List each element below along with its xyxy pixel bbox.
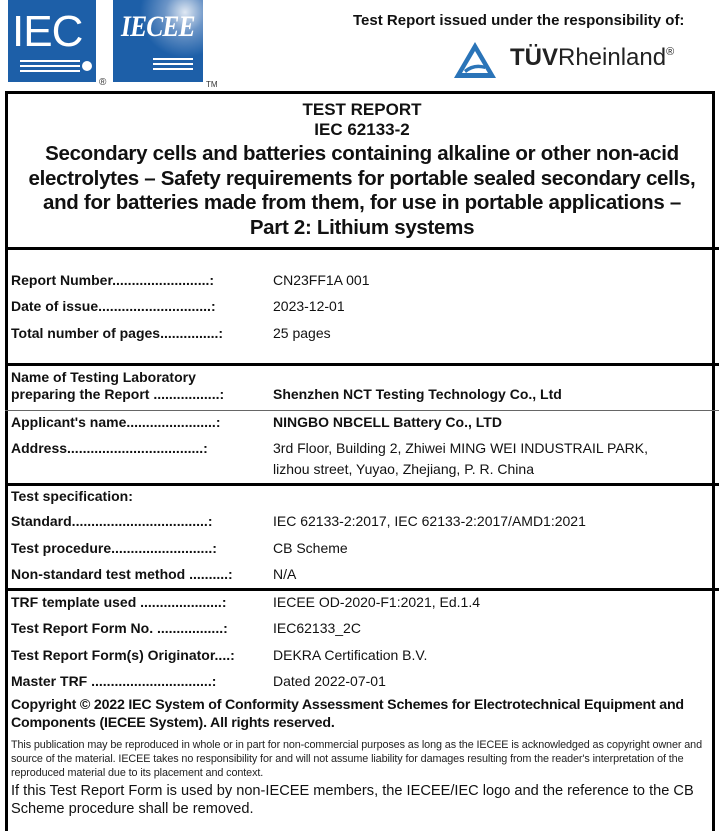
field-label: Address...................................: xyxy=(11,440,208,456)
field-label: Standard...................................: xyxy=(11,513,213,529)
iecee-logo xyxy=(113,0,203,82)
test-procedure-value: CB Scheme xyxy=(273,540,348,556)
divider xyxy=(5,588,719,591)
trf-originator-value: DEKRA Certification B.V. xyxy=(273,647,428,663)
field-label: Total number of pages...............: xyxy=(11,325,224,341)
field-label: Report Number.........................: xyxy=(11,272,215,288)
iec-logo-lines-icon xyxy=(20,60,80,75)
laboratory-value: Shenzhen NCT Testing Technology Co., Ltd xyxy=(273,386,562,402)
document-header xyxy=(0,0,721,92)
address-line1: 3rd Floor, Building 2, Zhiwei MING WEI INDUSTRAIL PARK, xyxy=(273,440,648,456)
tuv-rheinland-wordmark: TÜVRheinland® xyxy=(510,44,675,71)
divider xyxy=(5,410,719,411)
copyright-disclaimer: This publication may be reproduced in whole or in part for non-commercial purposes as long as the IECEE is acknowledged as copyright owner and source of the material. IECEE takes no responsibility for and will not assume liability for damages resulting from the reader's interpretation of the reproduced material due to its placement and context. xyxy=(11,739,702,779)
iec-logo-dot-icon xyxy=(82,61,92,71)
standard-title: Secondary cells and batteries containing alkaline or other non-acid electrolytes – Safety requirements for portable sealed secondary cells, and for batteries made from them, for use in portable applications – Part 2: Lithium systems xyxy=(28,142,696,239)
non-standard-method-value: N/A xyxy=(273,566,297,582)
standard-value: IEC 62133-2:2017, IEC 62133-2:2017/AMD1:2021 xyxy=(273,513,586,529)
field-label: Test Report Form No. .................: xyxy=(11,620,228,636)
field-label: Non-standard test method ..........: xyxy=(11,566,233,582)
field-label: Master TRF ...............................: xyxy=(11,673,217,689)
iec-logo xyxy=(8,0,96,82)
registered-mark: ® xyxy=(99,77,107,88)
field-label: Date of issue.............................: xyxy=(11,298,216,314)
address-line2: lizhou street, Yuyao, Zhejiang, P. R. China xyxy=(273,461,534,477)
tuv-triangle-icon xyxy=(452,40,498,80)
report-number-value: CN23FF1A 001 xyxy=(273,272,370,288)
standard-number: IEC 62133-2 xyxy=(314,120,410,139)
copyright-notice: Copyright © 2022 IEC System of Conformity Assessment Schemes for Electrotechnical Equipment and Components (IECEE System). All rights reserved. xyxy=(11,697,684,731)
field-label: Test Report Form(s) Originator....: xyxy=(11,647,235,663)
date-of-issue-value: 2023-12-01 xyxy=(273,298,345,314)
divider xyxy=(5,483,719,486)
issued-under-text: Test Report issued under the responsibility of: xyxy=(353,12,685,29)
trademark-mark: TM xyxy=(206,80,218,89)
trf-template-value: IECEE OD-2020-F1:2021, Ed.1.4 xyxy=(273,594,480,610)
total-pages-value: 25 pages xyxy=(273,325,331,341)
divider xyxy=(5,247,719,250)
master-trf-value: Dated 2022-07-01 xyxy=(273,673,386,689)
usage-note: If this Test Report Form is used by non-IECEE members, the IECEE/IEC logo and the reference to the CB Scheme procedure shall be removed. xyxy=(11,783,694,817)
iec-logo-text: IEC xyxy=(12,7,83,56)
field-label: TRF template used .....................: xyxy=(11,594,227,610)
field-label: Applicant's name.......................: xyxy=(11,414,221,430)
applicant-name-value: NINGBO NBCELL Battery Co., LTD xyxy=(273,414,502,430)
report-type: TEST REPORT xyxy=(302,100,422,119)
trf-form-no-value: IEC62133_2C xyxy=(273,620,361,636)
divider xyxy=(5,363,719,366)
field-label: preparing the Report .................: xyxy=(11,386,225,402)
iecee-logo-text: IECEE xyxy=(121,10,195,43)
report-title-block xyxy=(8,100,716,240)
field-label: Test procedure..........................: xyxy=(11,540,217,556)
iecee-logo-lines-icon xyxy=(153,58,193,73)
